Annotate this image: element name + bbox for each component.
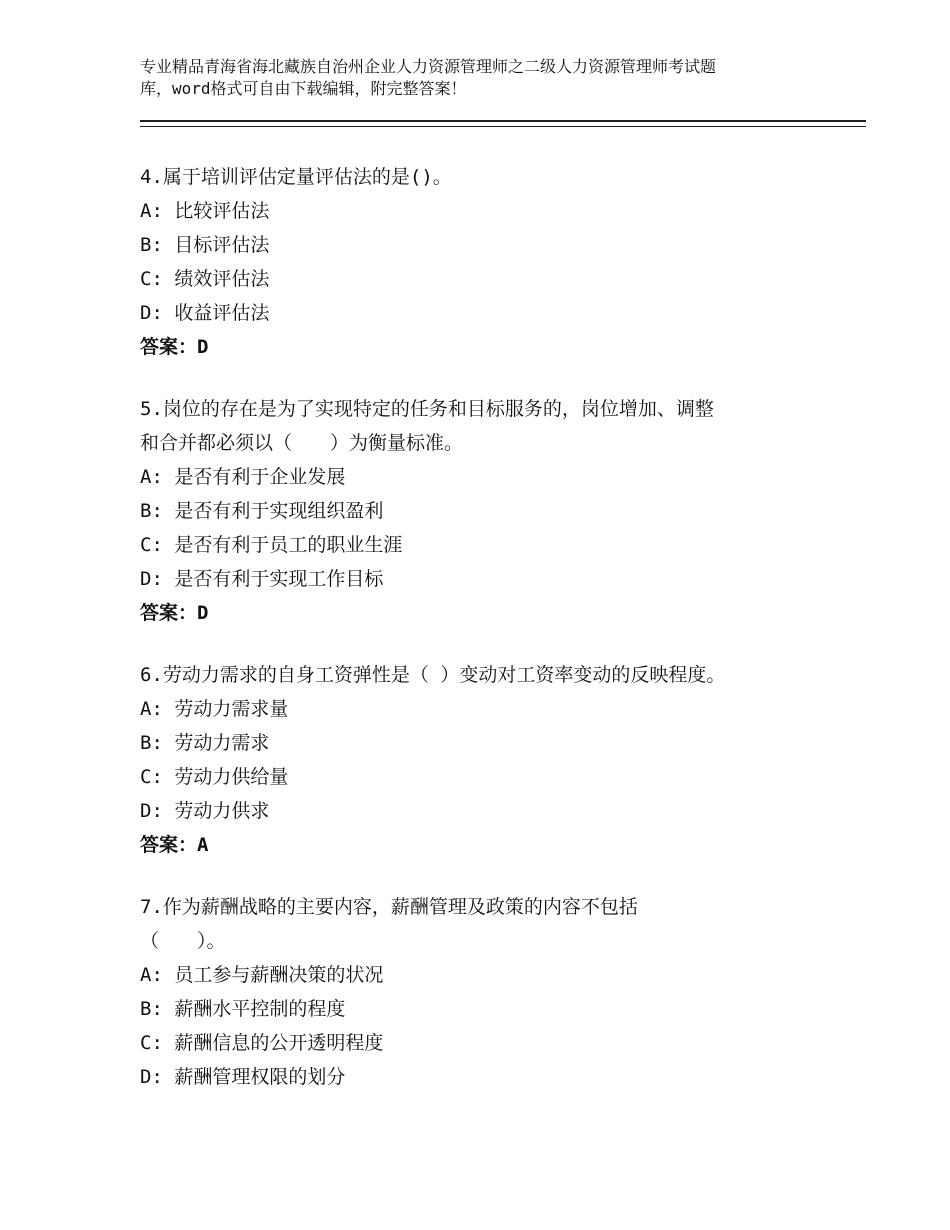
question-6-stem: 6.劳动力需求的自身工资弹性是（ ）变动对工资率变动的反映程度。	[140, 664, 726, 686]
question-7-stem-line-1: 7.作为薪酬战略的主要内容，薪酬管理及政策的内容不包括	[140, 896, 638, 918]
question-5-stem-line-1: 5.岗位的存在是为了实现特定的任务和目标服务的，岗位增加、调整	[140, 398, 714, 420]
question-7-option-a: A: 员工参与薪酬决策的状况	[140, 964, 384, 986]
question-6-option-b: B: 劳动力需求	[140, 732, 270, 754]
question-7-option-c: C: 薪酬信息的公开透明程度	[140, 1032, 384, 1054]
question-5-option-d: D: 是否有利于实现工作目标	[140, 568, 384, 590]
question-5-option-b: B: 是否有利于实现组织盈利	[140, 500, 384, 522]
question-4	[140, 160, 830, 364]
question-6-option-c: C: 劳动力供给量	[140, 766, 289, 788]
question-4-stem: 4.属于培训评估定量评估法的是()。	[140, 166, 452, 188]
question-7-stem-line-2: （ ）。	[140, 930, 226, 952]
question-5-stem-line-2: 和合并都必须以（ ）为衡量标准。	[140, 432, 464, 454]
document-header	[140, 56, 830, 100]
header-title-line-2: 库，word格式可自由下载编辑，附完整答案！	[140, 79, 467, 98]
question-5	[140, 392, 830, 630]
question-4-option-c: C: 绩效评估法	[140, 268, 270, 290]
question-7-option-d: D: 薪酬管理权限的划分	[140, 1066, 346, 1088]
question-4-option-d: D: 收益评估法	[140, 302, 270, 324]
question-5-option-a: A: 是否有利于企业发展	[140, 466, 346, 488]
question-4-option-b: B: 目标评估法	[140, 234, 270, 256]
header-title-line-1: 专业精品青海省海北藏族自治州企业人力资源管理师之二级人力资源管理师考试题	[140, 57, 717, 76]
question-5-option-c: C: 是否有利于员工的职业生涯	[140, 534, 403, 556]
question-4-option-a: A: 比较评估法	[140, 200, 270, 222]
question-6-answer: 答案：A	[140, 834, 209, 856]
question-6	[140, 658, 830, 862]
question-6-option-a: A: 劳动力需求量	[140, 698, 289, 720]
question-6-option-d: D: 劳动力供求	[140, 800, 270, 822]
question-list	[140, 160, 830, 1122]
question-5-answer: 答案：D	[140, 602, 209, 624]
question-7-option-b: B: 薪酬水平控制的程度	[140, 998, 346, 1020]
question-7	[140, 890, 830, 1094]
header-divider	[140, 120, 866, 127]
question-4-answer: 答案：D	[140, 336, 209, 358]
